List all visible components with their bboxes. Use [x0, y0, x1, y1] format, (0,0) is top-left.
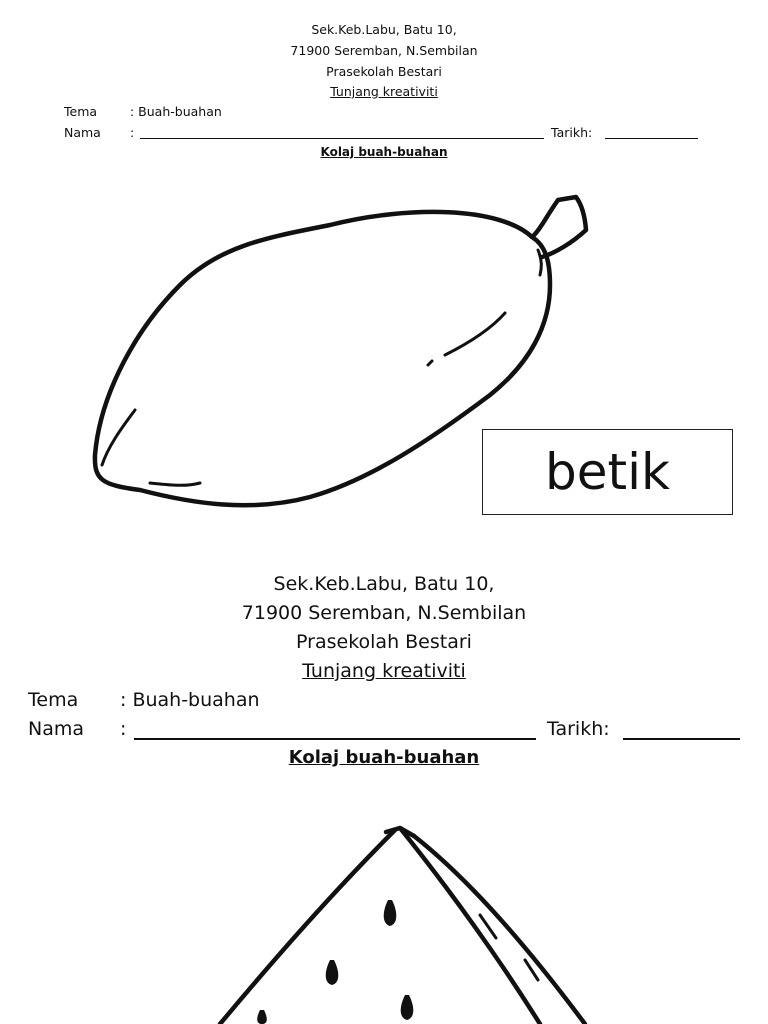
school-name: Sek.Keb.Labu, Batu 10, — [311, 22, 457, 37]
class-name: Prasekolah Bestari — [296, 631, 472, 653]
domain-heading: Tunjang kreativiti — [330, 84, 438, 99]
tarikh-label: Tarikh: — [547, 718, 610, 740]
school-name: Sek.Keb.Labu, Batu 10, — [273, 573, 495, 595]
worksheet-title: Kolaj buah-buahan — [288, 747, 480, 768]
tarikh-field[interactable] — [605, 138, 698, 139]
school-address: 71900 Seremban, N.Sembilan — [241, 602, 527, 624]
class-name: Prasekolah Bestari — [326, 64, 442, 79]
nama-label: Nama — [64, 125, 101, 140]
domain-heading: Tunjang kreativiti — [302, 660, 466, 682]
fruit-name: betik — [545, 443, 670, 501]
watermelon-slice-drawing-icon — [200, 820, 600, 1024]
fruit-name-card — [482, 429, 733, 515]
tema-value: : Buah-buahan — [120, 689, 260, 711]
nama-colon: : — [120, 718, 127, 740]
tema-value: : Buah-buahan — [130, 104, 222, 119]
worksheet-watermelon — [0, 555, 768, 1024]
school-address: 71900 Seremban, N.Sembilan — [290, 43, 478, 58]
tema-label: Tema — [28, 689, 79, 711]
worksheet-title: Kolaj buah-buahan — [320, 145, 448, 159]
nama-field[interactable] — [140, 138, 544, 139]
nama-colon: : — [130, 125, 135, 140]
nama-field[interactable] — [134, 738, 536, 740]
nama-label: Nama — [28, 718, 85, 740]
tarikh-field[interactable] — [623, 738, 740, 740]
tarikh-label: Tarikh: — [551, 125, 593, 140]
tema-label: Tema — [64, 104, 98, 119]
